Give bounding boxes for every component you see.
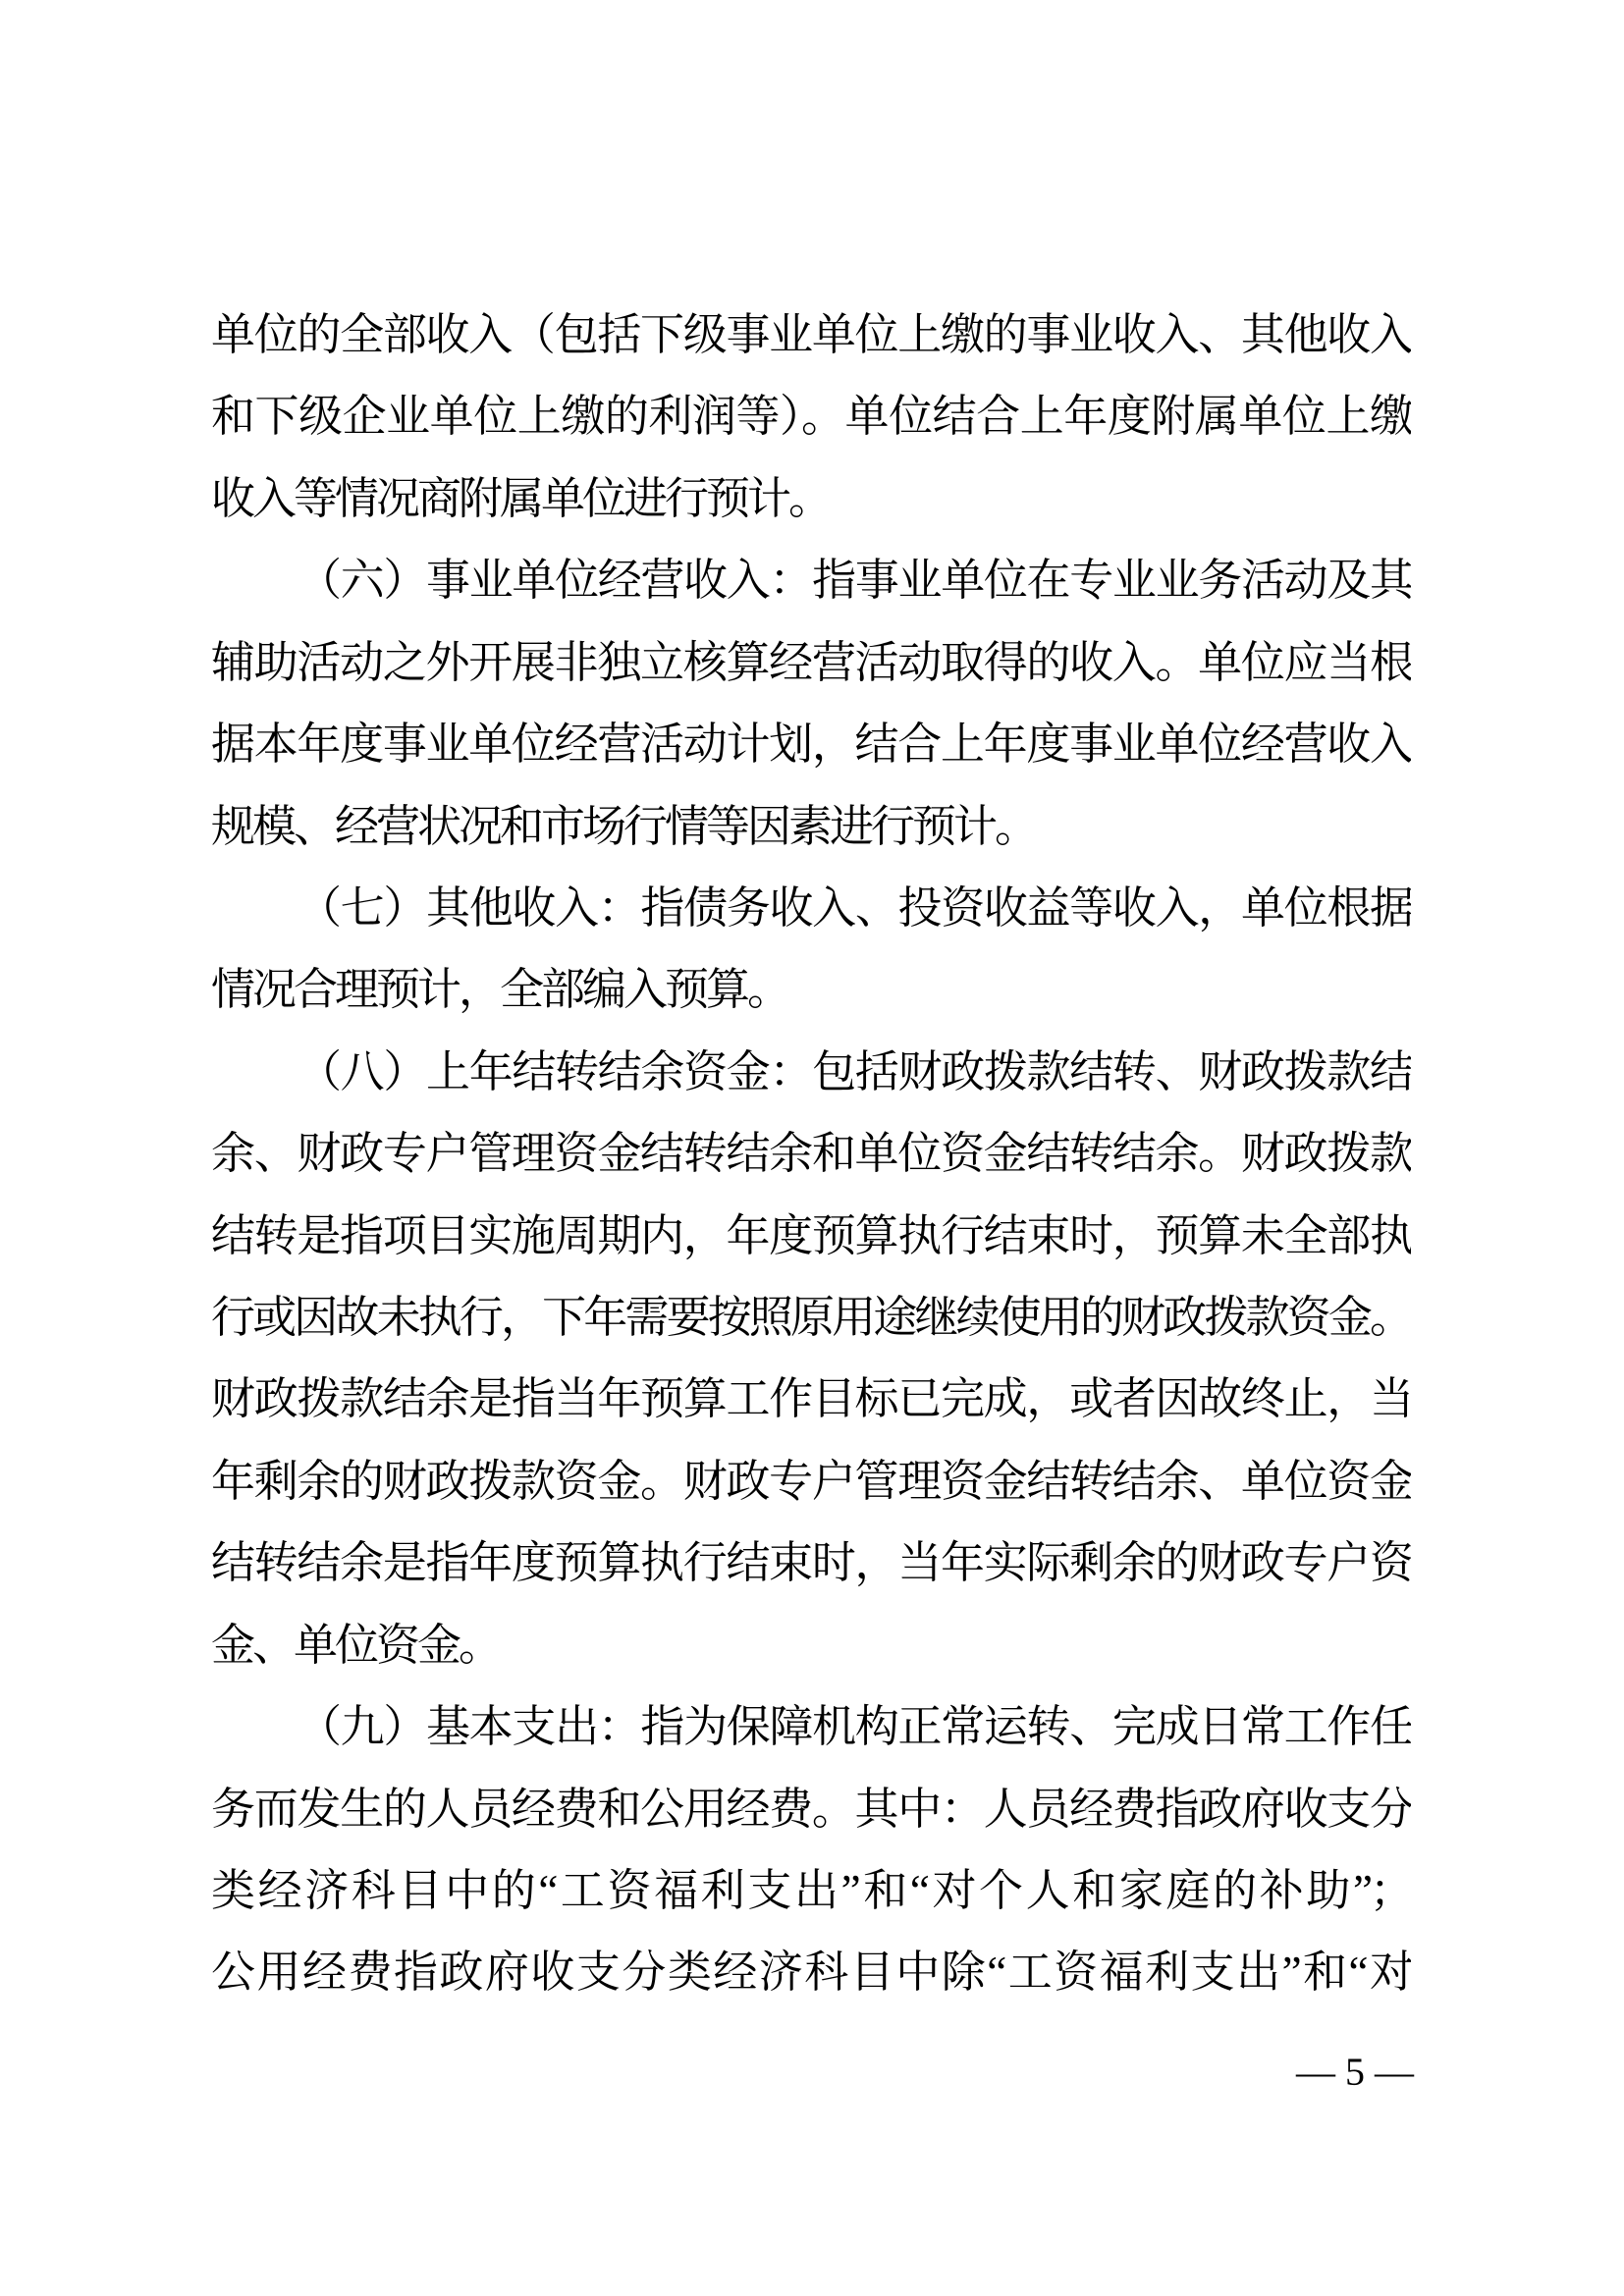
text-line: 财政拨款结余是指当年预算工作目标已完成，或者因故终止，当 bbox=[211, 1374, 1411, 1424]
text-line: 类经济科目中的“工资福利支出”和“对个人和家庭的补助”； bbox=[211, 1866, 1411, 1916]
text-line: 辅助活动之外开展非独立核算经营活动取得的收入。单位应当根 bbox=[211, 637, 1411, 687]
text-line: 据本年度事业单位经营活动计划，结合上年度事业单位经营收入 bbox=[211, 720, 1411, 770]
text-line: 结转是指项目实施周期内，年度预算执行结束时，预算未全部执 bbox=[211, 1210, 1411, 1260]
text-line: （七）其他收入：指债务收入、投资收益等收入，单位根据 bbox=[298, 882, 1411, 933]
text-line: （九）基本支出：指为保障机构正常运转、完成日常工作任 bbox=[298, 1702, 1411, 1752]
text-line: 情况合理预计，全部编入预算。 bbox=[211, 965, 789, 1015]
text-line: 务而发生的人员经费和公用经费。其中：人员经费指政府收支分 bbox=[211, 1784, 1411, 1834]
text-line: 金、单位资金。 bbox=[211, 1620, 501, 1670]
text-line: 行或因故未执行，下年需要按照原用途继续使用的财政拨款资金。 bbox=[211, 1293, 1411, 1343]
text-line: 公用经费指政府收支分类经济科目中除“工资福利支出”和“对 bbox=[211, 1948, 1411, 1998]
text-line: 规模、经营状况和市场行情等因素进行预计。 bbox=[211, 801, 1037, 851]
page-number: — 5 — bbox=[1296, 2050, 1414, 2094]
body-text bbox=[211, 294, 1411, 2014]
text-line: （八）上年结转结余资金：包括财政拨款结转、财政拨款结 bbox=[298, 1046, 1411, 1096]
text-line: 结转结余是指年度预算执行结束时，当年实际剩余的财政专户资 bbox=[211, 1538, 1411, 1588]
text-line: 单位的全部收入（包括下级事业单位上缴的事业收入、其他收入 bbox=[211, 310, 1411, 359]
text-line: 收入等情况商附属单位进行预计。 bbox=[211, 473, 831, 523]
text-line: 余、财政专户管理资金结转结余和单位资金结转结余。财政拨款 bbox=[211, 1129, 1411, 1179]
text-line: （六）事业单位经营收入：指事业单位在专业业务活动及其 bbox=[298, 556, 1411, 606]
text-line: 和下级企业单位上缴的利润等）。单位结合上年度附属单位上缴 bbox=[211, 392, 1411, 442]
text-line: 年剩余的财政拨款资金。财政专户管理资金结转结余、单位资金 bbox=[211, 1456, 1411, 1506]
